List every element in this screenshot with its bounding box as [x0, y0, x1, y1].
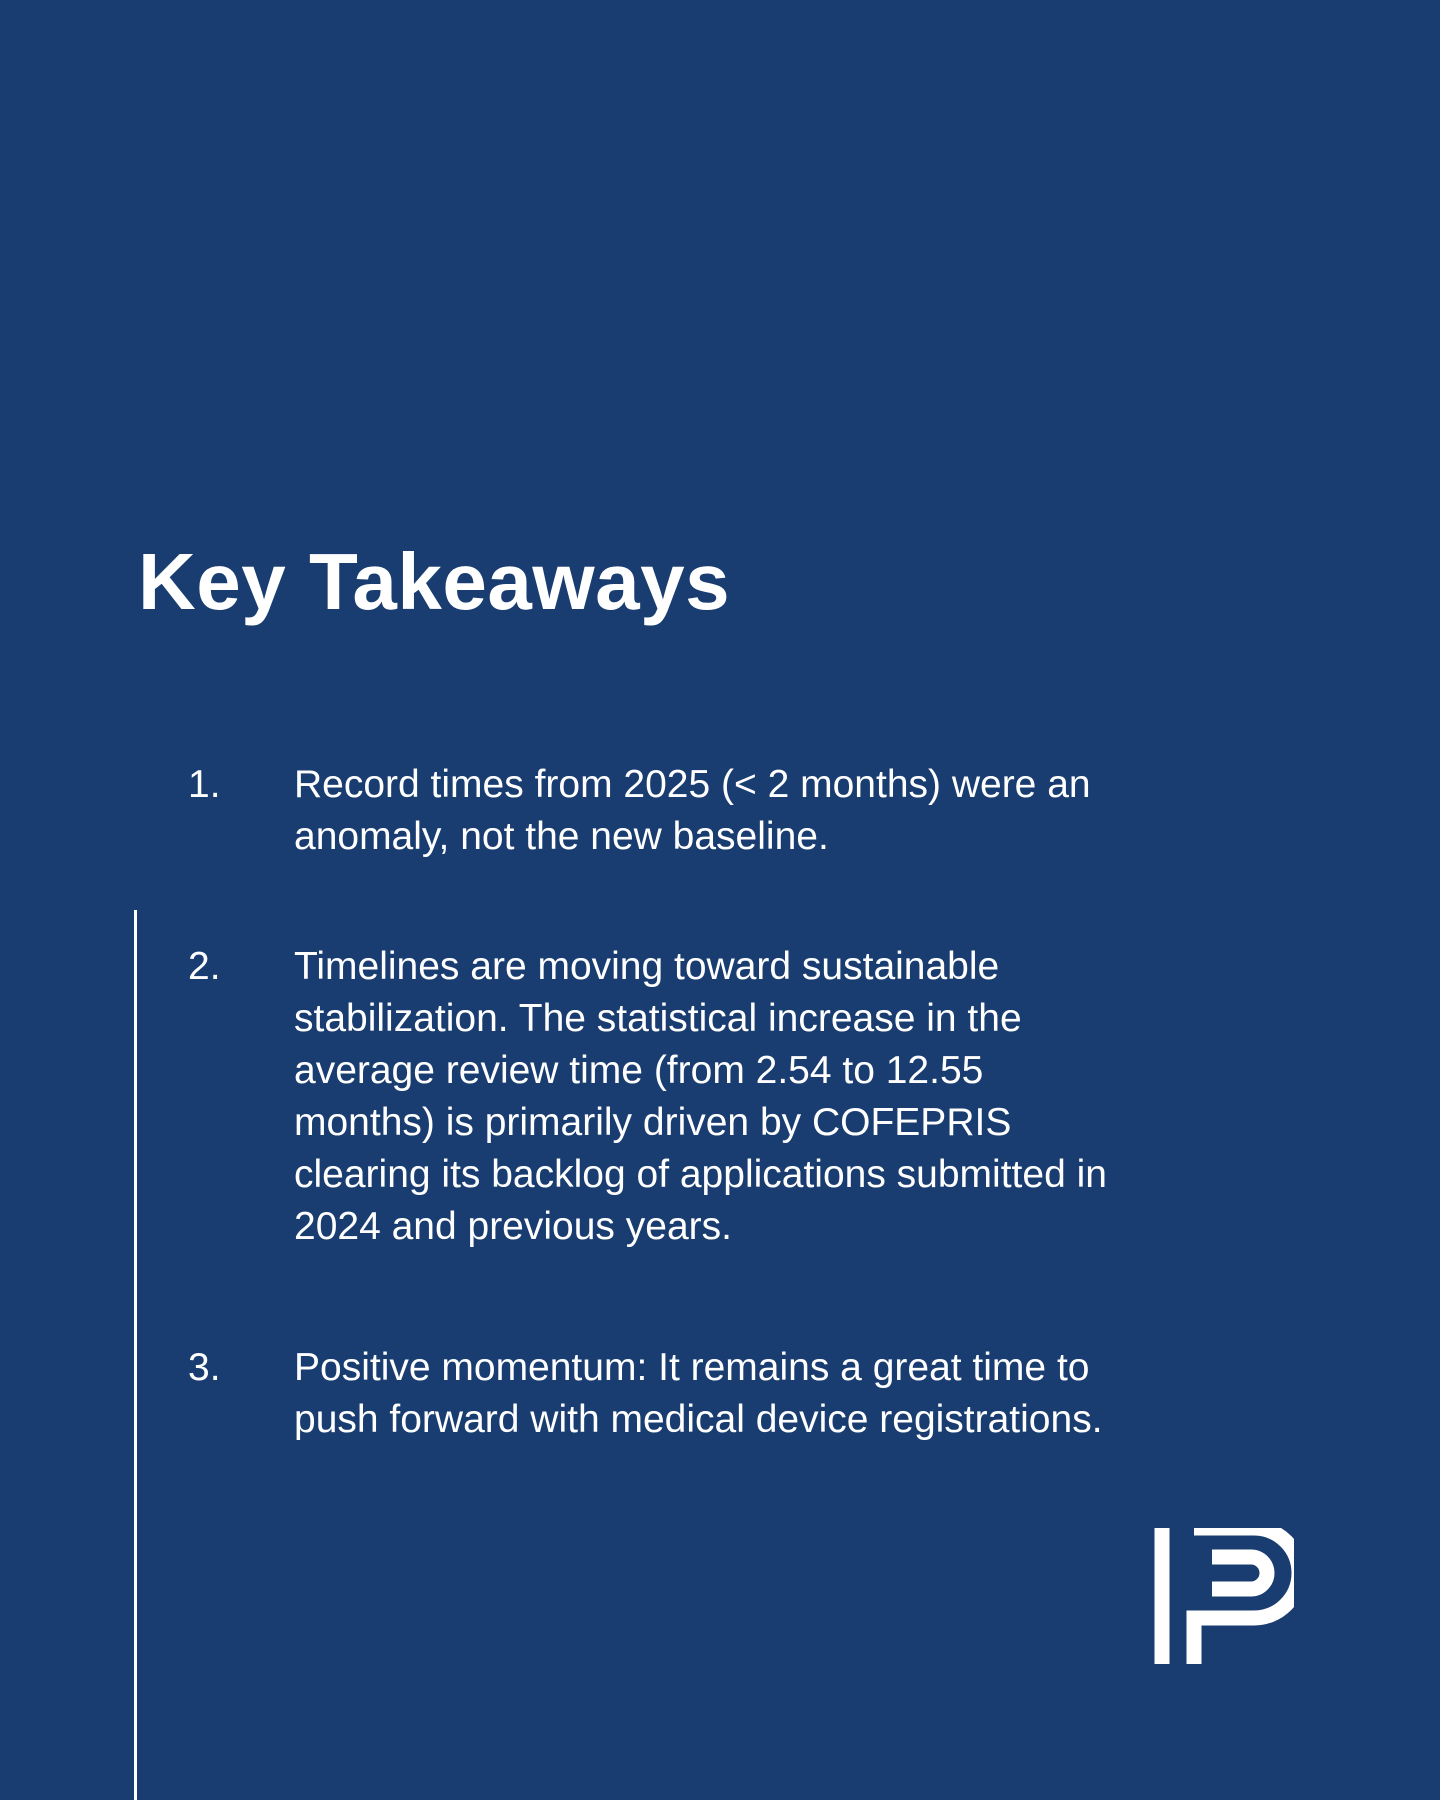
takeaway-text: Positive momentum: It remains a great time to push forward with medical device registrations.: [294, 1346, 1103, 1441]
takeaway-number: 1.: [188, 763, 221, 806]
ip-monogram-logo-icon: [1154, 1528, 1294, 1666]
takeaway-text: Record times from 2025 (< 2 months) were an anomaly, not the new baseline.: [294, 763, 1091, 858]
takeaway-number: 2.: [188, 945, 221, 988]
takeaway-item-1: [188, 759, 1254, 863]
takeaway-item-3: [188, 1342, 1154, 1446]
takeaway-item-2: [188, 941, 1134, 1253]
takeaway-text: Timelines are moving toward sustainable stabilization. The statistical increase in the average review time (from 2.54 to 12.55 months) is primarily driven by COFEPRIS clearing its backlog of applications submitted in 2024 and previous years.: [294, 945, 1107, 1248]
takeaway-number: 3.: [188, 1346, 221, 1389]
page-title: Key Takeaways: [138, 537, 731, 626]
vertical-accent-line: [134, 910, 137, 1800]
